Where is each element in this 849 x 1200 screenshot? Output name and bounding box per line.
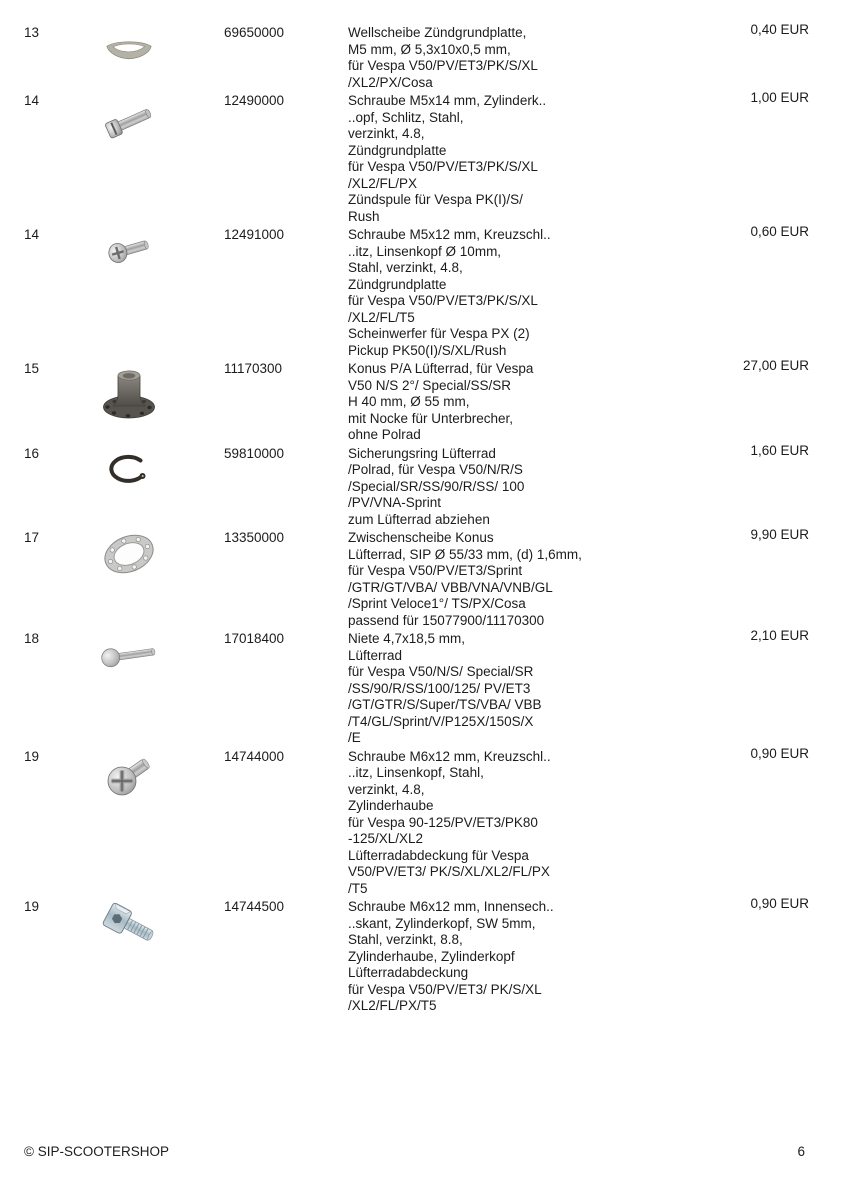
description-line: Lüfterradabdeckung für Vespa [348,847,529,863]
part-image-cell [100,899,158,951]
part-description [348,361,679,444]
table-row [0,358,849,444]
part-description [348,530,679,629]
description-line: ..itz, Linsenkopf Ø 10mm, [348,243,502,259]
table-row [0,628,849,747]
position-number: 14 [24,93,40,108]
description-line: /XL2/FL/PX/T5 [348,998,437,1013]
rivet-icon [100,642,158,668]
description-line: ..skant, Zylinderkopf, SW 5mm, [348,915,536,931]
flange-washer-icon [101,530,157,578]
description-line: Sicherungsring Lüfterrad [348,445,496,461]
part-price: 1,60 EUR [750,442,809,458]
table-row [0,224,849,359]
description-line: verzinkt, 4.8, [348,126,425,141]
description-line: /T5 [348,880,368,896]
part-number: 59810000 [224,445,285,461]
part-description [348,631,679,747]
table-row [0,745,849,898]
description-line: für Vespa V50/PV/ET3/Sprint [348,563,523,578]
part-number: 12491000 [224,227,285,242]
table-row [0,527,849,629]
page-number: 6 [797,1144,805,1159]
description-line: zum Lüfterrad abziehen [348,511,490,527]
description-line: /T4/GL/Sprint/V/P125X/150S/X [348,713,534,729]
description-line: passend für 15077900/11170300 [348,612,545,628]
part-number: 14744000 [224,748,285,764]
description-line: ..opf, Schlitz, Stahl, [348,109,464,125]
part-price: 0,40 EUR [750,22,809,37]
description-line: H 40 mm, Ø 55 mm, [348,394,470,409]
part-price: 0,90 EUR [750,896,809,911]
description-line: verzinkt, 4.8, [348,781,425,797]
description-line: Schraube M6x12 mm, Innensech.. [348,899,554,914]
part-description [348,93,679,225]
part-image-cell [100,530,158,578]
allen-screw-icon [100,899,158,951]
part-description [348,227,679,359]
description-line: für Vespa V50/PV/ET3/PK/S/XL [348,159,538,174]
position-number: 15 [24,361,40,376]
description-line: Zündgrundplatte [348,142,447,158]
description-line: Zwischenscheibe Konus [348,530,494,545]
description-line: Wellscheibe Zündgrundplatte, [348,25,527,40]
part-description [348,446,679,529]
part-price: 1,00 EUR [750,90,809,105]
part-description [348,899,679,1015]
description-line: /E [348,730,361,745]
description-line: /XL2/FL/PX [348,175,418,191]
description-line: /GT/GTR/S/Super/TS/VBA/ VBB [348,697,542,712]
part-image-cell [100,25,158,62]
description-line: /XL2/FL/T5 [348,309,415,325]
description-line: Konus P/A Lüfterrad, für Vespa [348,361,534,376]
position-number: 14 [24,227,40,242]
part-image-cell [100,361,158,421]
description-line: Schraube M6x12 mm, Kreuzschl.. [348,748,551,764]
description-line: Zündgrundplatte [348,276,447,292]
description-line: /Polrad, für Vespa V50/N/R/S [348,462,523,477]
part-image-cell [100,749,158,798]
description-line: Pickup PK50(I)/S/XL/Rush [348,342,507,358]
description-line: Niete 4,7x18,5 mm, [348,631,466,646]
description-line: Scheinwerfer für Vespa PX (2) [348,326,530,341]
description-line: M5 mm, Ø 5,3x10x0,5 mm, [348,41,511,57]
part-number: 12490000 [224,93,285,108]
wave-washer-icon [103,38,155,62]
part-price: 0,90 EUR [750,745,809,761]
description-line: Stahl, verzinkt, 4.8, [348,260,463,275]
description-line: /XL2/PX/Cosa [348,74,433,90]
copyright-text: © SIP-SCOOTERSHOP [24,1144,169,1159]
description-line: Zylinderhaube, Zylinderkopf [348,948,515,964]
description-line: für Vespa V50/PV/ET3/PK/S/XL [348,58,538,73]
description-line: Stahl, verzinkt, 8.8, [348,932,463,947]
position-number: 13 [24,25,40,40]
position-number: 17 [24,530,40,545]
phillips-screw-side-icon [105,232,153,268]
part-number: 14744500 [224,899,285,914]
description-line: /SS/90/R/SS/100/125/ PV/ET3 [348,680,531,696]
description-line: Zylinderhaube [348,798,434,813]
description-line: V50 N/S 2°/ Special/SS/SR [348,377,511,393]
table-row [0,896,849,1015]
table-row [0,442,849,529]
part-number: 13350000 [224,530,285,545]
part-price: 0,60 EUR [750,224,809,239]
part-image-cell [100,446,158,491]
part-price: 2,10 EUR [750,628,809,643]
description-line: für Vespa V50/N/S/ Special/SR [348,664,534,679]
part-price: 9,90 EUR [750,527,809,542]
table-row [0,90,849,225]
part-number: 11170300 [224,361,283,376]
description-line: Zündspule für Vespa PK(I)/S/ [348,192,523,207]
part-image-cell [100,227,158,268]
table-row [0,22,849,91]
description-line: ohne Polrad [348,427,421,442]
part-description [348,749,679,898]
description-line: V50/PV/ET3/ PK/S/XL/XL2/FL/PX [348,864,550,879]
part-image-cell [100,93,158,141]
description-line: für Vespa V50/PV/ET3/ PK/S/XL [348,981,542,997]
part-description [348,25,679,91]
description-line: Schraube M5x12 mm, Kreuzschl.. [348,227,551,242]
description-line: Rush [348,208,380,224]
phillips-screw-front-icon [105,754,153,798]
description-line: ..itz, Linsenkopf, Stahl, [348,765,484,780]
description-line: Lüfterrad, SIP Ø 55/33 mm, (d) 1,6mm, [348,546,582,562]
circlip-icon [106,451,152,491]
description-line: für Vespa 90-125/PV/ET3/PK80 [348,814,538,830]
description-line: mit Nocke für Unterbrecher, [348,410,514,426]
part-number: 17018400 [224,631,285,646]
part-price: 27,00 EUR [742,358,809,373]
description-line: für Vespa V50/PV/ET3/PK/S/XL [348,293,538,308]
description-line: Lüfterrad [348,647,403,663]
description-line: Schraube M5x14 mm, Zylinderk.. [348,93,547,108]
description-line: /Special/SR/SS/90/R/SS/ 100 [348,478,525,494]
position-number: 16 [24,445,40,461]
description-line: /PV/VNA-Sprint [348,495,442,510]
description-line: /GTR/GT/VBA/ VBB/VNA/VNB/GL [348,579,553,595]
part-image-cell [100,631,158,668]
position-number: 19 [24,899,40,914]
description-line: -125/XL/XL2 [348,831,424,846]
page-footer [24,1144,805,1159]
description-line: /Sprint Veloce1°/ TS/PX/Cosa [348,596,526,611]
slotted-screw-icon [101,103,157,141]
part-number: 69650000 [224,25,285,40]
description-line: Lüfterradabdeckung [348,965,469,980]
position-number: 18 [24,631,40,646]
position-number: 19 [24,748,40,764]
cone-hub-icon [102,361,156,421]
